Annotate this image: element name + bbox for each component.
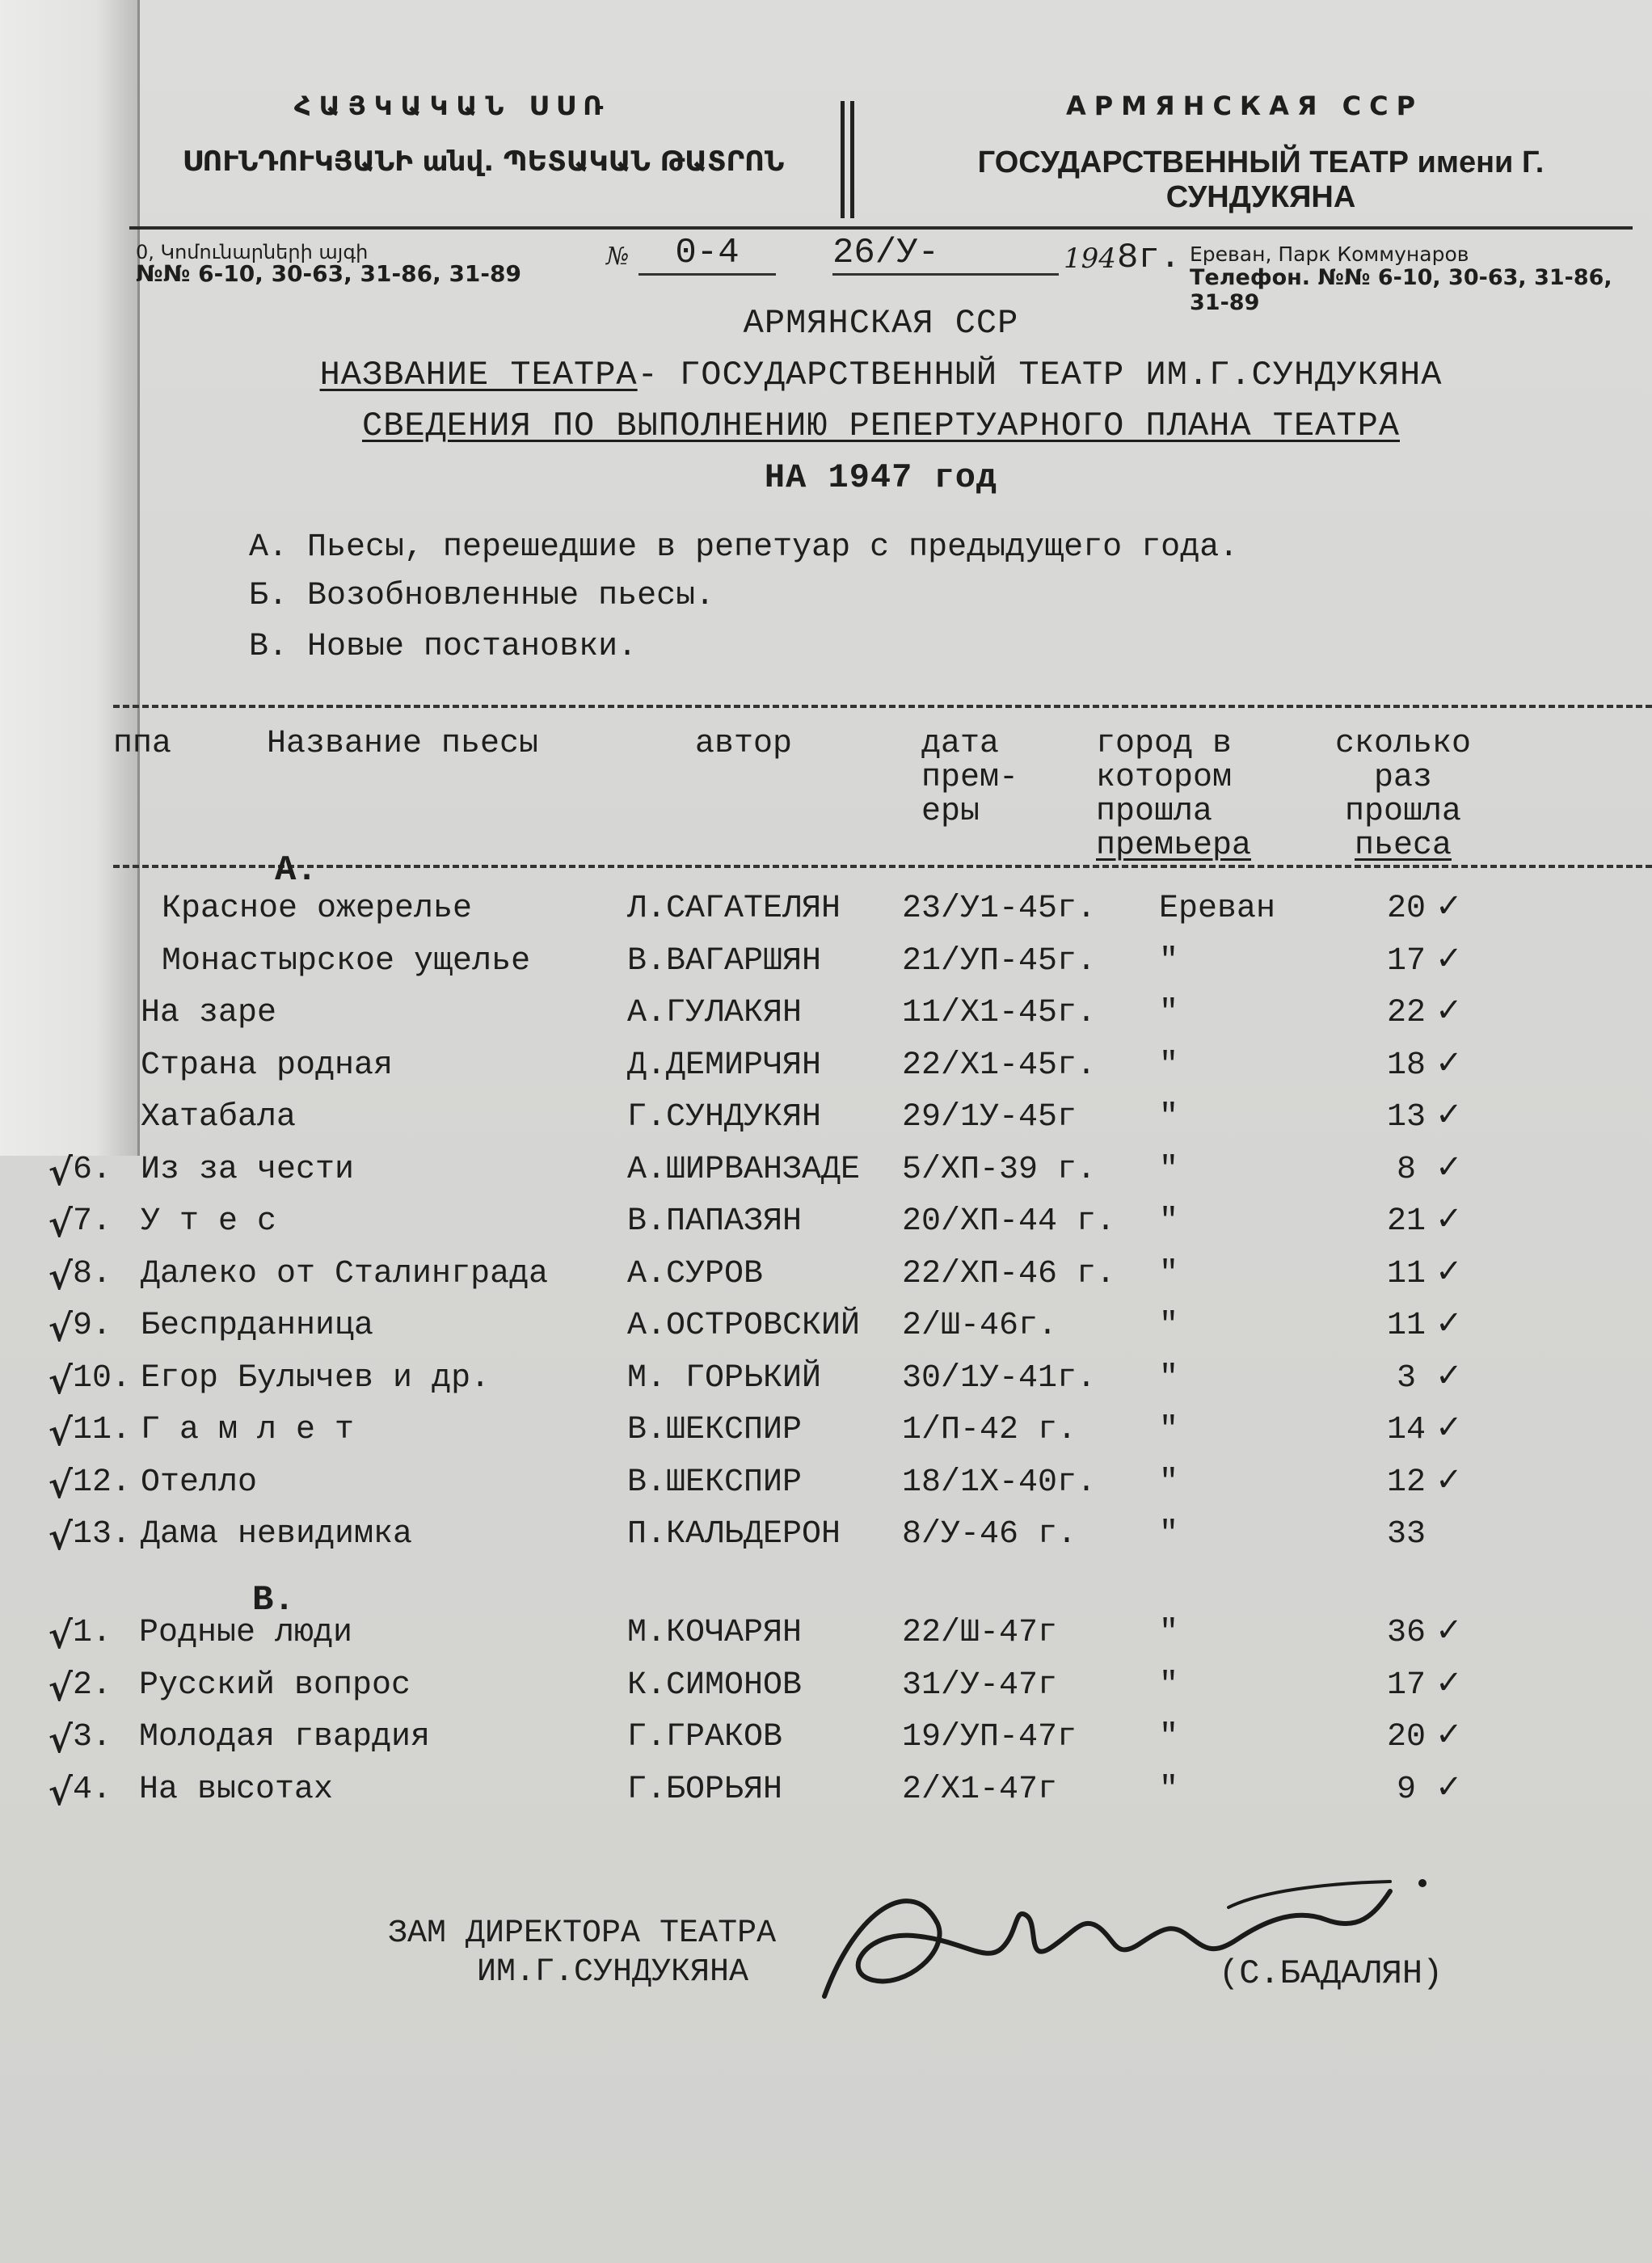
performance-count: 14 [1386, 1412, 1426, 1448]
premiere-city: " [1159, 1099, 1179, 1136]
premiere-date: 5/ХП-39 г. [902, 1151, 1097, 1188]
play-author: Л.САГАТЕЛЯН [627, 891, 841, 927]
table-row [0, 1716, 1652, 1768]
check-mark: √ [48, 1202, 73, 1245]
play-author: Г.БОРЬЯН [627, 1771, 783, 1808]
performance-count: 36 [1386, 1615, 1426, 1651]
check-mark: √ [48, 1717, 73, 1761]
header-line: прошла [1096, 794, 1213, 830]
performance-count: 17 [1386, 1667, 1426, 1704]
table-row [0, 1252, 1652, 1304]
verification-tick: ✓ [1435, 1096, 1463, 1133]
performance-count: 20 [1386, 1719, 1426, 1755]
verification-tick: ✓ [1435, 1409, 1463, 1446]
check-mark: √ [48, 1149, 73, 1194]
performance-count: 11 [1386, 1308, 1426, 1344]
column-header-premiere-date [921, 727, 1083, 829]
premiere-date: 30/1У-41г. [902, 1359, 1097, 1397]
premiere-city: " [1159, 1516, 1179, 1553]
row-number: 13. [73, 1516, 132, 1553]
performance-count: 33 [1386, 1516, 1426, 1553]
table-top-rule [113, 705, 1652, 708]
performance-count: 8 [1396, 1151, 1416, 1188]
play-author: А.ГУЛАКЯН [627, 995, 803, 1031]
header-theatre-label: НАЗВАНИЕ ТЕАТРА [319, 356, 638, 394]
performance-count: 18 [1386, 1047, 1426, 1084]
play-title: Дама невидимка [141, 1516, 413, 1553]
play-title: Отелло [141, 1464, 258, 1501]
play-title: У т е с [141, 1203, 277, 1240]
column-header-author: автор [695, 726, 793, 762]
verification-tick: ✓ [1435, 1043, 1463, 1081]
play-author: Д.ДЕМИРЧЯН [627, 1047, 822, 1084]
play-title: Монастырское ущелье [162, 942, 531, 980]
premiere-city: Ереван [1159, 891, 1276, 927]
play-title: Егор Булычев и др. [141, 1359, 491, 1397]
check-mark: √ [48, 1358, 73, 1402]
table-row [0, 1043, 1652, 1096]
premiere-date: 22/ХП-46 г. [902, 1255, 1116, 1292]
document-number: 0-4 [638, 233, 776, 276]
premiere-city: " [1159, 1255, 1179, 1292]
header-line: премьера [1096, 828, 1252, 864]
play-title: Красное ожерелье [162, 891, 473, 927]
premiere-city: " [1159, 1203, 1179, 1240]
column-header-title: Название пьесы [267, 726, 539, 762]
table-row [0, 1663, 1652, 1716]
premiere-city: " [1159, 1667, 1179, 1704]
table-row [0, 1096, 1652, 1148]
column-header-performance-count [1322, 727, 1484, 863]
row-number: 1. [73, 1615, 112, 1651]
performance-count: 3 [1396, 1359, 1416, 1397]
legend-item-c: В. Новые постановки. [249, 629, 638, 665]
play-title: Родные люди [139, 1615, 353, 1651]
play-title: Г а м л е т [141, 1412, 355, 1448]
signatory-position: ЗАМ ДИРЕКТОРА ТЕАТРА [388, 1915, 777, 1952]
header-line: город в [1096, 726, 1233, 762]
play-title: Русский вопрос [139, 1667, 411, 1704]
row-number: 10. [73, 1359, 132, 1397]
play-title: Молодая гвардия [139, 1719, 431, 1755]
play-author: П.КАЛЬДЕРОН [627, 1516, 841, 1553]
table-row [0, 992, 1652, 1043]
letterhead-russian-address: Ереван, Парк Коммунаров [1190, 242, 1469, 266]
premiere-city: " [1159, 995, 1179, 1031]
row-number: 2. [73, 1667, 112, 1704]
row-number: 12. [73, 1464, 132, 1501]
premiere-city: " [1159, 1047, 1179, 1084]
premiere-date: 29/1У-45г [902, 1099, 1077, 1136]
letterhead-divider [841, 101, 845, 218]
table-row [0, 887, 1652, 939]
table-row [0, 1460, 1652, 1513]
section-label-b: В. [252, 1580, 295, 1620]
row-number: 8. [73, 1255, 112, 1292]
performance-count: 11 [1386, 1255, 1426, 1292]
table-row [0, 1516, 1652, 1565]
performance-count: 12 [1386, 1464, 1426, 1501]
header-theatre-value: - ГОСУДАРСТВЕННЫЙ ТЕАТР ИМ.Г.СУНДУКЯНА [637, 356, 1443, 394]
premiere-date: 2/Ш-46г. [902, 1308, 1058, 1344]
document-year-suffix: 8г. [1117, 238, 1182, 278]
letterhead-russian-name: ГОСУДАРСТВЕННЫЙ ТЕАТР имени Г. СУНДУКЯНА [977, 145, 1545, 214]
play-title: На высотах [139, 1771, 334, 1808]
column-header-premiere-city [1096, 727, 1290, 863]
premiere-date: 31/У-47г [902, 1667, 1058, 1704]
legend-item-b: Б. Возобновленные пьесы. [249, 578, 715, 614]
row-number: 11. [73, 1412, 132, 1448]
performance-count: 20 [1386, 891, 1426, 927]
premiere-city: " [1159, 1412, 1179, 1448]
check-mark: √ [48, 1410, 73, 1454]
performance-count: 13 [1386, 1099, 1426, 1136]
premiere-date: 18/1Х-40г. [902, 1464, 1097, 1501]
premiere-city: " [1159, 1464, 1179, 1501]
header-line: еры [921, 794, 980, 830]
row-number: 7. [73, 1203, 112, 1240]
header-line: прем- [921, 760, 1019, 796]
header-line: котором [1096, 760, 1233, 796]
premiere-date: 22/Х1-45г. [902, 1047, 1097, 1084]
row-number: 4. [73, 1771, 112, 1808]
row-number: 6. [73, 1151, 112, 1188]
table-row [0, 1200, 1652, 1252]
check-mark: √ [48, 1769, 73, 1814]
header-line: дата [921, 726, 1000, 762]
signatory-name: (С.БАДАЛЯН) [1219, 1954, 1443, 1993]
play-author: М.КОЧАРЯН [627, 1615, 803, 1651]
header-report-title: СВЕДЕНИЯ ПО ВЫПОЛНЕНИЮ РЕПЕРТУАРНОГО ПЛАНА ТЕАТРА [361, 407, 1400, 445]
row-number: 9. [73, 1308, 112, 1344]
play-author: Г.СУНДУКЯН [627, 1099, 822, 1136]
play-author: В.ШЕКСПИР [627, 1464, 803, 1501]
check-mark: √ [48, 1515, 73, 1558]
table-row [0, 1768, 1652, 1820]
table-row [0, 1612, 1652, 1663]
verification-tick: ✓ [1435, 1768, 1463, 1806]
letterhead-armenian-name: ՍՈՒՆԴՈՒԿՅԱՆԻ անվ. ՊԵՏԱԿԱՆ ԹԱՏՐՈՆ [182, 145, 785, 178]
column-header-number: ппа [113, 726, 172, 762]
letterhead-armenian-title: ՀԱՅԿԱԿԱՆ ՍՍՌ [293, 91, 612, 121]
premiere-date: 20/ХП-44 г. [902, 1203, 1116, 1240]
premiere-city: " [1159, 1771, 1179, 1808]
check-mark: √ [48, 1665, 73, 1709]
play-author: Г.ГРАКОВ [627, 1719, 783, 1755]
play-author: А.СУРОВ [627, 1255, 764, 1292]
table-row [0, 1304, 1652, 1356]
header-year: НА 1947 год [764, 458, 998, 497]
premiere-city: " [1159, 1719, 1179, 1755]
premiere-date: 21/УП-45г. [902, 942, 1097, 980]
play-author: М. ГОРЬКИЙ [627, 1359, 822, 1397]
premiere-date: 22/Ш-47г [902, 1615, 1058, 1651]
document-date: 26/У- [832, 233, 1059, 276]
premiere-city: " [1159, 1151, 1179, 1188]
header-line: сколько [1334, 726, 1472, 762]
premiere-city: " [1159, 1615, 1179, 1651]
table-row [0, 1356, 1652, 1409]
premiere-date: 23/У1-45г. [902, 891, 1097, 927]
check-mark: √ [48, 1613, 73, 1657]
verification-tick: ✓ [1435, 1148, 1463, 1186]
letterhead-divider [850, 101, 854, 218]
verification-tick: ✓ [1435, 1252, 1463, 1290]
signatory-organization: ИМ.Г.СУНДУКЯНА [477, 1954, 749, 1991]
play-title: Из за чести [141, 1151, 355, 1188]
header-line: раз [1373, 760, 1432, 796]
verification-tick: ✓ [1435, 939, 1463, 977]
verification-tick: ✓ [1435, 1304, 1463, 1342]
play-title: Страна родная [141, 1047, 394, 1084]
table-row [0, 1409, 1652, 1460]
handwritten-signature [808, 1859, 1471, 2021]
table-header-rule [113, 865, 1652, 868]
premiere-date: 2/Х1-47г [902, 1771, 1058, 1808]
premiere-date: 8/У-46 г. [902, 1516, 1077, 1553]
table-row [0, 939, 1652, 992]
check-mark: √ [48, 1254, 73, 1298]
play-author: К.СИМОНОВ [627, 1667, 803, 1704]
letterhead-armenian-address: 0, Կոմունարների այգի [136, 241, 369, 263]
performance-count: 9 [1396, 1771, 1416, 1808]
verification-tick: ✓ [1435, 1612, 1463, 1649]
check-mark: √ [48, 1306, 73, 1350]
header-line: пьеса [1354, 828, 1452, 864]
header-line: прошла [1344, 794, 1462, 830]
letterhead-rule [129, 226, 1633, 230]
verification-tick: ✓ [1435, 1200, 1463, 1237]
play-title: На заре [141, 995, 277, 1031]
verification-tick: ✓ [1435, 992, 1463, 1029]
premiere-city: " [1159, 942, 1179, 980]
play-author: В.ШЕКСПИР [627, 1412, 803, 1448]
verification-tick: ✓ [1435, 1716, 1463, 1753]
header-theatre-name [242, 356, 1519, 394]
play-author: А.ОСТРОВСКИЙ [627, 1308, 861, 1344]
legend-item-a: А. Пьесы, перешедшие в репетуар с предыдущего года. [249, 529, 1239, 566]
header-republic: АРМЯНСКАЯ ССР [743, 304, 1019, 343]
check-mark: √ [48, 1462, 73, 1507]
verification-tick: ✓ [1435, 887, 1463, 925]
verification-tick: ✓ [1435, 1460, 1463, 1498]
table-row [0, 1148, 1652, 1200]
performance-count: 22 [1386, 995, 1426, 1031]
play-title: Хатабала [141, 1099, 297, 1136]
letterhead-russian-phones: Телефон. №№ 6-10, 30-63, 31-86, 31-89 [1190, 265, 1612, 315]
premiere-city: " [1159, 1359, 1179, 1397]
play-title: Беспрданница [141, 1308, 374, 1344]
performance-count: 17 [1386, 942, 1426, 980]
play-author: В.ПАПАЗЯН [627, 1203, 803, 1240]
verification-tick: ✓ [1435, 1663, 1463, 1701]
section-label-a: А. [275, 850, 318, 891]
premiere-date: 11/Х1-45г. [902, 995, 1097, 1031]
letterhead-russian-title: АРМЯНСКАЯ ССР [1065, 91, 1424, 121]
document-number-sign: № [606, 242, 630, 271]
play-author: В.ВАГАРШЯН [627, 942, 822, 980]
performance-count: 21 [1386, 1203, 1426, 1240]
document-year-prefix: 194 [1064, 242, 1116, 275]
row-number: 3. [73, 1719, 112, 1755]
premiere-date: 19/УП-47г [902, 1719, 1077, 1755]
play-title: Далеко от Сталинграда [141, 1255, 549, 1292]
verification-tick: ✓ [1435, 1356, 1463, 1394]
premiere-city: " [1159, 1308, 1179, 1344]
play-author: А.ШИРВАНЗАДЕ [627, 1151, 861, 1188]
premiere-date: 1/П-42 г. [902, 1412, 1077, 1448]
letterhead-armenian-phones: №№ 6-10, 30-63, 31-86, 31-89 [136, 260, 521, 287]
